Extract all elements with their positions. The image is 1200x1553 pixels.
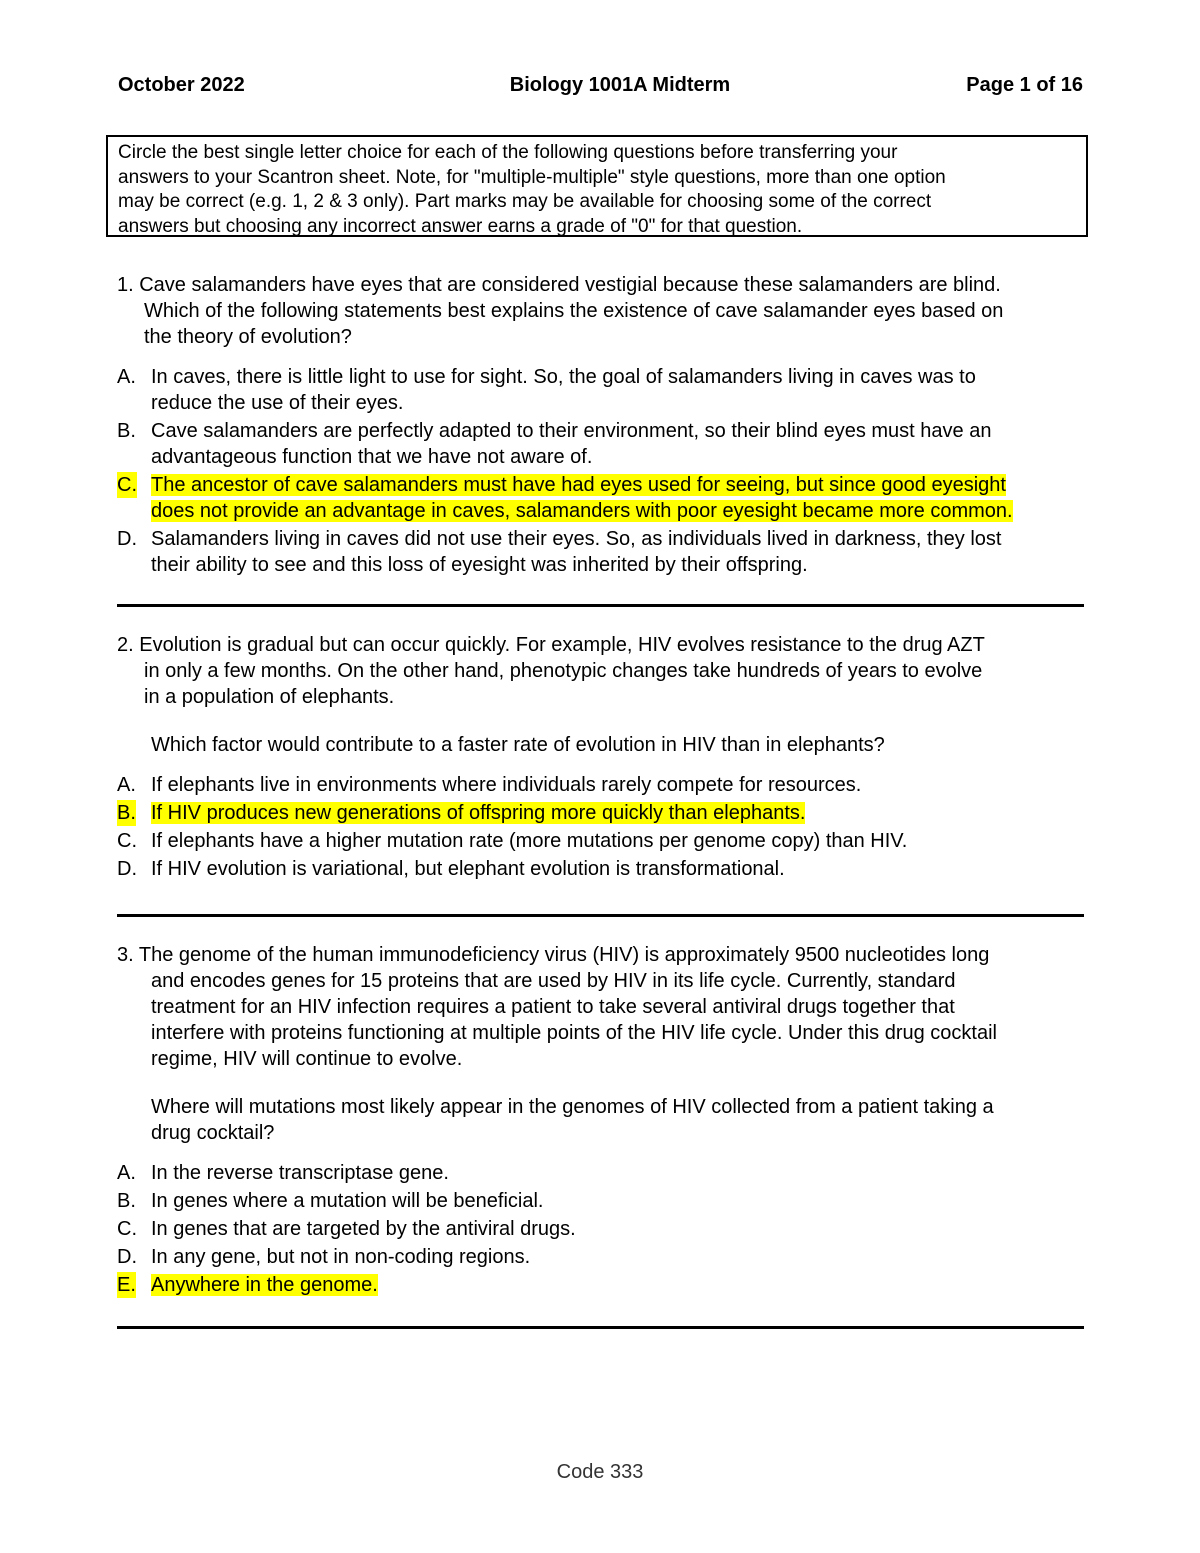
question-2-option-d[interactable]	[117, 856, 1087, 882]
option-text-highlighted: Anywhere in the genome.	[151, 1274, 378, 1296]
question-3-stem: interfere with proteins functioning at multiple points of the HIV life cycle. Under this drug cocktail	[151, 1022, 997, 1044]
question-3-stem: and encodes genes for 15 proteins that are used by HIV in its life cycle. Currently, standard	[151, 970, 956, 992]
option-text: Salamanders living in caves did not use their eyes. So, as individuals lived in darkness, they lost	[151, 528, 1002, 550]
option-text: In genes that are targeted by the antiviral drugs.	[151, 1218, 576, 1240]
question-1-stem: 1. Cave salamanders have eyes that are considered vestigial because these salamanders are blind.	[117, 274, 1001, 296]
header-page-number: Page 1 of 16	[966, 74, 1083, 96]
option-letter: A.	[117, 1162, 136, 1184]
question-divider	[117, 604, 1084, 607]
option-text-highlighted: The ancestor of cave salamanders must have had eyes used for seeing, but since good eyesight	[151, 474, 1006, 496]
option-text-highlighted: If HIV produces new generations of offspring more quickly than elephants.	[151, 802, 806, 824]
question-3-stem: 3. The genome of the human immunodeficiency virus (HIV) is approximately 9500 nucleotides long	[117, 944, 990, 966]
option-text: In any gene, but not in non-coding regions.	[151, 1246, 531, 1268]
question-3-option-e-highlighted[interactable]	[117, 1272, 1087, 1298]
option-letter: D.	[117, 528, 137, 550]
header-date: October 2022	[118, 74, 245, 96]
question-3-option-d[interactable]	[117, 1244, 1087, 1270]
instructions-line: may be correct (e.g. 1, 2 & 3 only). Part marks may be available for choosing some of the correct	[118, 191, 932, 212]
option-letter: A.	[117, 774, 136, 796]
option-text: If HIV evolution is variational, but elephant evolution is transformational.	[151, 858, 785, 880]
question-2-stem: 2. Evolution is gradual but can occur quickly. For example, HIV evolves resistance to the drug AZT	[117, 634, 985, 656]
question-3-option-a[interactable]	[117, 1160, 1087, 1186]
question-1-option-a[interactable]	[117, 364, 1087, 416]
question-3-prompt: drug cocktail?	[151, 1122, 275, 1144]
option-text-highlighted: does not provide an advantage in caves, salamanders with poor eyesight became more common.	[151, 500, 1013, 522]
option-letter: E.	[117, 1274, 136, 1296]
question-2-stem: in only a few months. On the other hand, phenotypic changes take hundreds of years to evolve	[144, 660, 983, 682]
question-2-prompt: Which factor would contribute to a faster rate of evolution in HIV than in elephants?	[151, 734, 885, 756]
instructions-line: answers to your Scantron sheet. Note, for "multiple-multiple" style questions, more than one option	[118, 166, 946, 188]
question-2-stem: in a population of elephants.	[144, 686, 395, 708]
exam-code-footer: Code 333	[556, 1461, 644, 1483]
question-1-option-b[interactable]	[117, 418, 1087, 470]
option-text: In genes where a mutation will be beneficial.	[151, 1190, 544, 1212]
question-1-option-c-highlighted[interactable]	[117, 472, 1087, 524]
question-3	[117, 942, 1087, 1298]
option-letter: B.	[117, 802, 136, 824]
question-2-option-a[interactable]	[117, 772, 1087, 798]
option-text: If elephants live in environments where individuals rarely compete for resources.	[151, 774, 862, 796]
question-2-option-b-highlighted[interactable]	[117, 800, 1087, 826]
option-letter: B.	[117, 1190, 136, 1212]
option-letter: A.	[117, 366, 136, 388]
question-3-option-c[interactable]	[117, 1216, 1087, 1242]
option-letter: C.	[117, 830, 137, 852]
option-letter: D.	[117, 1246, 137, 1268]
header-course-title: Biology 1001A Midterm	[509, 74, 731, 96]
question-1-stem: Which of the following statements best explains the existence of cave salamander eyes based on	[144, 300, 1004, 322]
question-3-prompt: Where will mutations most likely appear in the genomes of HIV collected from a patient taking a	[151, 1096, 994, 1118]
question-divider	[117, 914, 1084, 917]
option-text: their ability to see and this loss of eyesight was inherited by their offspring.	[151, 554, 808, 576]
option-letter: D.	[117, 858, 137, 880]
option-text: If elephants have a higher mutation rate (more mutations per genome copy) than HIV.	[151, 830, 908, 852]
option-letter: C.	[117, 1218, 137, 1240]
instructions-box	[106, 135, 1088, 237]
question-3-stem: treatment for an HIV infection requires a patient to take several antiviral drugs together that	[151, 996, 955, 1018]
question-3-option-b[interactable]	[117, 1188, 1087, 1214]
question-2-option-c[interactable]	[117, 828, 1087, 854]
question-2	[117, 632, 1087, 882]
question-divider	[117, 1326, 1084, 1329]
instructions-line: Circle the best single letter choice for each of the following questions before transferring your	[118, 142, 898, 163]
option-text: reduce the use of their eyes.	[151, 392, 404, 414]
option-text: In caves, there is little light to use for sight. So, the goal of salamanders living in caves was to	[151, 366, 976, 388]
question-1-stem: the theory of evolution?	[144, 326, 352, 348]
option-letter: C.	[117, 474, 137, 496]
option-text: Cave salamanders are perfectly adapted to their environment, so their blind eyes must have an	[151, 420, 992, 442]
option-text: advantageous function that we have not aware of.	[151, 446, 593, 468]
question-1-option-d[interactable]	[117, 526, 1087, 578]
instructions-line: answers but choosing any incorrect answer earns a grade of "0" for that question.	[118, 215, 803, 237]
option-text: In the reverse transcriptase gene.	[151, 1162, 449, 1184]
question-1	[117, 272, 1087, 578]
question-3-stem: regime, HIV will continue to evolve.	[151, 1048, 463, 1070]
option-letter: B.	[117, 420, 136, 442]
